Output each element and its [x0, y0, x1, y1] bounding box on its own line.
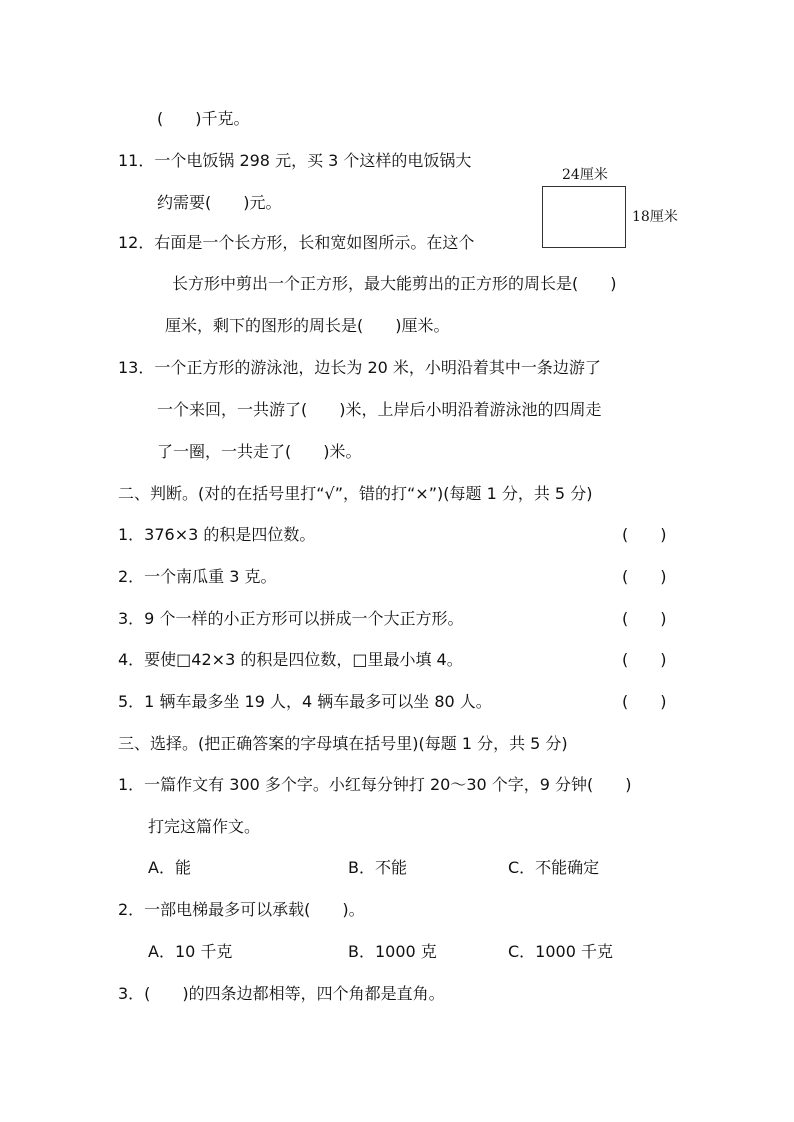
- question-11-line-1: 11．一个电饭锅 298 元，买 3 个这样的电饭锅大: [118, 151, 472, 170]
- question-13-line-1: 13．一个正方形的游泳池，边长为 20 米，小明沿着其中一条边游了: [118, 358, 601, 377]
- question-11-line-2: 约需要( )元。: [157, 193, 282, 212]
- judge-item-5: 5．1 辆车最多坐 19 人，4 辆车最多可以坐 80 人。: [118, 692, 492, 711]
- section-3-heading: 三、选择。(把正确答案的字母填在括号里)(每题 1 分，共 5 分): [118, 734, 568, 753]
- question-12-line-3: 厘米，剩下的图形的周长是( )厘米。: [165, 316, 450, 335]
- judge-item-1: 1．376×3 的积是四位数。: [118, 525, 316, 544]
- rectangle-width-label: 24厘米: [562, 167, 608, 183]
- question-13-line-3: 了一圈，一共走了( )米。: [157, 442, 362, 461]
- choice-2: 2．一部电梯最多可以承载( )。: [118, 900, 365, 919]
- judge-item-2: 2．一个南瓜重 3 克。: [118, 567, 277, 586]
- choice-1-option-c: C．不能确定: [508, 858, 600, 877]
- judge-answer-5: ( ): [622, 692, 667, 711]
- choice-1-option-a: A．能: [148, 858, 191, 877]
- choice-1-line-2: 打完这篇作文。: [148, 817, 261, 836]
- judge-item-3: 3．9 个一样的小正方形可以拼成一个大正方形。: [118, 609, 464, 628]
- question-13-line-2: 一个来回，一共游了( )米，上岸后小明沿着游泳池的四周走: [157, 400, 602, 419]
- section-2-heading: 二、判断。(对的在括号里打“√”，错的打“×”)(每题 1 分，共 5 分): [118, 484, 593, 503]
- choice-1-line-1: 1．一篇作文有 300 多个字。小红每分钟打 20～30 个字，9 分钟( ): [118, 775, 632, 794]
- answer-line-kg: ( )千克。: [157, 109, 250, 128]
- choice-2-option-a: A．10 千克: [148, 942, 233, 961]
- judge-item-4: 4．要使□42×3 的积是四位数，□里最小填 4。: [118, 650, 463, 669]
- judge-answer-2: ( ): [622, 567, 667, 586]
- judge-answer-4: ( ): [622, 650, 667, 669]
- judge-answer-3: ( ): [622, 609, 667, 628]
- judge-answer-1: ( ): [622, 525, 667, 544]
- rectangle-height-label: 18厘米: [632, 209, 678, 225]
- choice-2-option-c: C．1000 千克: [508, 942, 613, 961]
- question-12-line-1: 12．右面是一个长方形，长和宽如图所示。在这个: [118, 233, 475, 252]
- choice-2-option-b: B．1000 克: [348, 942, 437, 961]
- choice-3: 3．( )的四条边都相等，四个角都是直角。: [118, 984, 445, 1003]
- question-12-line-2: 长方形中剪出一个正方形，最大能剪出的正方形的周长是( ): [172, 274, 617, 293]
- choice-1-option-b: B．不能: [348, 858, 407, 877]
- rectangle-shape: [542, 186, 626, 248]
